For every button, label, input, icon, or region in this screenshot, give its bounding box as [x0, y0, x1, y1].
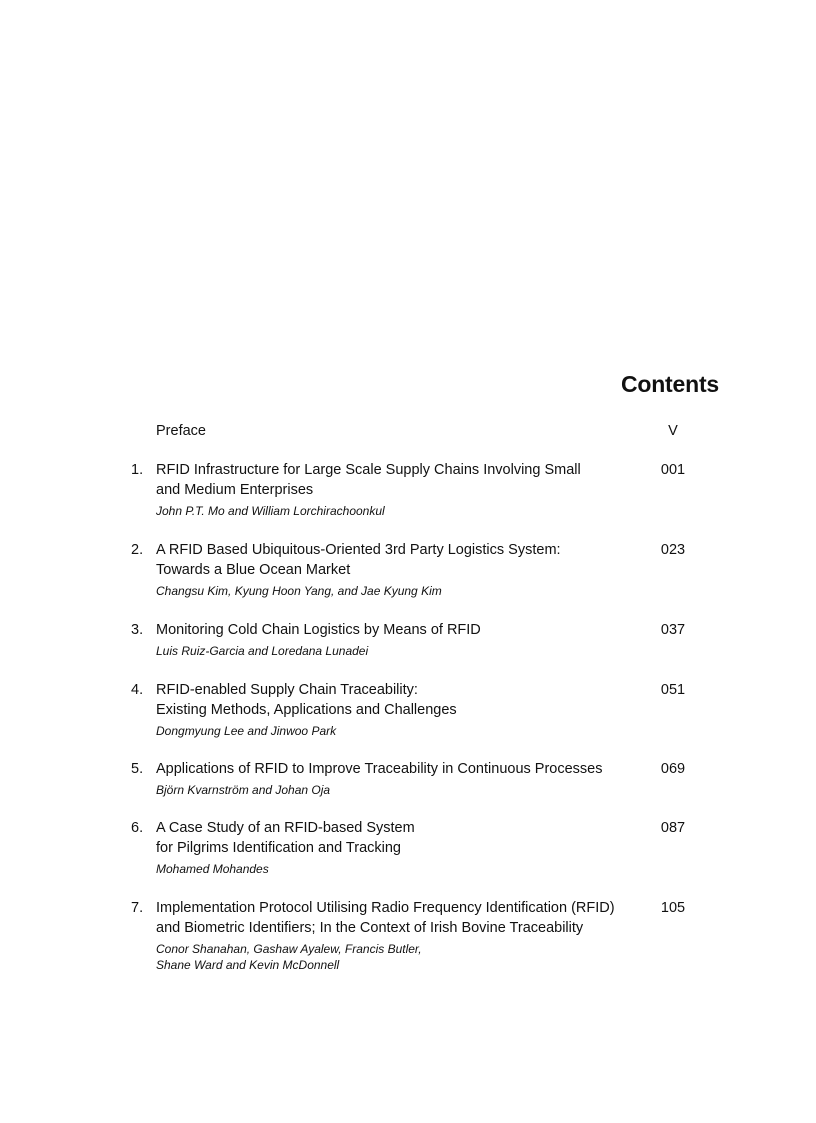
- chapter-authors: Mohamed Mohandes: [156, 862, 269, 876]
- chapter-title-line: and Biometric Identifiers; In the Context of Irish Bovine Traceability: [156, 920, 584, 936]
- page-title: Contents: [620, 371, 719, 397]
- chapter-number: 7.: [131, 900, 144, 916]
- chapter-authors: Björn Kvarnström and Johan Oja: [156, 783, 331, 797]
- chapter-title-line: RFID-enabled Supply Chain Traceability:: [156, 682, 418, 698]
- chapter-page-number: 105: [660, 900, 686, 916]
- chapter-page-number: 001: [660, 462, 686, 478]
- chapter-page-number: 087: [660, 820, 686, 836]
- chapter-page-number: 037: [660, 622, 686, 638]
- chapter-title-line: and Medium Enterprises: [156, 482, 314, 498]
- chapter-authors: Luis Ruiz-Garcia and Loredana Lunadei: [156, 644, 369, 658]
- chapter-authors: Changsu Kim, Kyung Hoon Yang, and Jae Kyung Kim: [156, 584, 442, 598]
- chapter-authors: John P.T. Mo and William Lorchirachoonkul: [156, 504, 385, 518]
- chapter-authors: Dongmyung Lee and Jinwoo Park: [156, 724, 337, 738]
- chapter-number: 3.: [131, 622, 144, 638]
- chapter-title-line: RFID Infrastructure for Large Scale Supply Chains Involving Small: [156, 462, 581, 478]
- chapter-title-line: for Pilgrims Identification and Tracking: [156, 840, 401, 856]
- chapter-title-line: Applications of RFID to Improve Traceability in Continuous Processes: [156, 761, 603, 777]
- chapter-number: 6.: [131, 820, 144, 836]
- preface-label: Preface: [156, 423, 206, 439]
- chapter-page-number: 051: [660, 682, 686, 698]
- chapter-page-number: 069: [660, 761, 686, 777]
- chapter-number: 5.: [131, 761, 144, 777]
- chapter-title-line: A RFID Based Ubiquitous-Oriented 3rd Party Logistics System:: [156, 542, 561, 558]
- chapter-title-line: A Case Study of an RFID-based System: [156, 820, 415, 836]
- chapter-authors: Shane Ward and Kevin McDonnell: [156, 958, 340, 972]
- chapter-authors: Conor Shanahan, Gashaw Ayalew, Francis Butler,: [156, 942, 422, 956]
- chapter-title-line: Monitoring Cold Chain Logistics by Means of RFID: [156, 622, 481, 638]
- chapter-title-line: Existing Methods, Applications and Challenges: [156, 702, 457, 718]
- chapter-title-line: Towards a Blue Ocean Market: [156, 562, 351, 578]
- chapter-number: 2.: [131, 542, 144, 558]
- chapter-page-number: 023: [660, 542, 686, 558]
- preface-page-number: V: [668, 423, 678, 439]
- chapter-number: 4.: [131, 682, 144, 698]
- chapter-title-line: Implementation Protocol Utilising Radio Frequency Identification (RFID): [156, 900, 615, 916]
- chapter-number: 1.: [131, 462, 144, 478]
